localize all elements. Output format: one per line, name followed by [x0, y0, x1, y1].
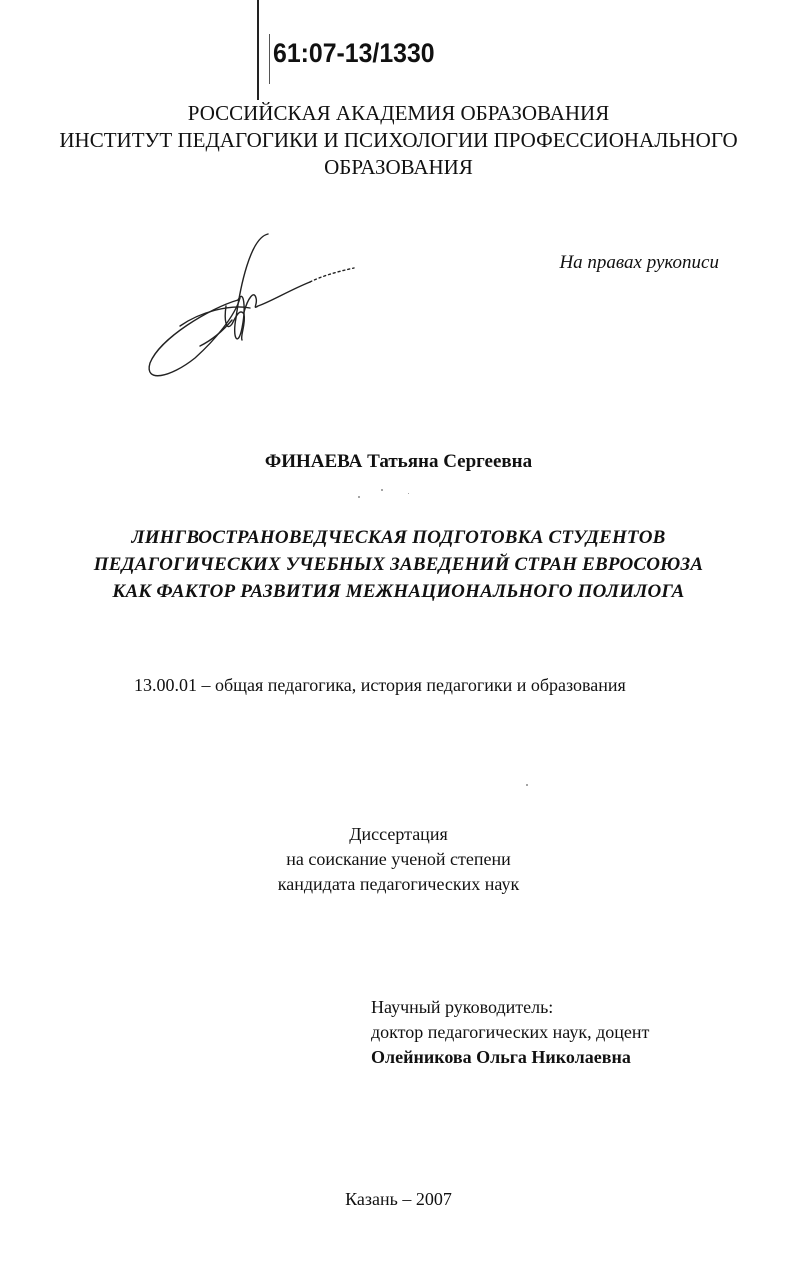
scan-speck: [358, 496, 360, 498]
catalog-code: 61:07-13/1330: [273, 38, 435, 68]
title-line: КАК ФАКТОР РАЗВИТИЯ МЕЖНАЦИОНАЛЬНОГО ПОЛИЛОГА: [112, 581, 685, 602]
degree-line: на соискание ученой степени: [286, 849, 511, 869]
stamp-border-line: [257, 0, 259, 100]
dissertation-title: [0, 524, 797, 605]
scan-speck: [408, 493, 409, 494]
scientific-advisor: [371, 995, 649, 1070]
degree-line: Диссертация: [349, 824, 448, 844]
author-name: ФИНАЕВА Татьяна Сергеевна: [264, 451, 533, 472]
scan-speck: [526, 784, 528, 786]
rights-note: На правах рукописи: [559, 252, 719, 273]
advisor-label: Научный руководитель:: [371, 997, 554, 1017]
organization-line: ОБРАЗОВАНИЯ: [324, 155, 473, 179]
specialty-code: 13.00.01 – общая педагогика, история педагогики и образования: [134, 675, 626, 695]
handwritten-signature: [140, 228, 370, 388]
stamp-inner-line: [269, 34, 270, 84]
library-stamp: [255, 0, 475, 100]
advisor-name: Олейникова Ольга Николаевна: [371, 1047, 631, 1067]
advisor-credentials: доктор педагогических наук, доцент: [371, 1022, 650, 1042]
organization-line: ИНСТИТУТ ПЕДАГОГИКИ И ПСИХОЛОГИИ ПРОФЕССИОНАЛЬНОГО: [59, 128, 738, 152]
degree-line: кандидата педагогических наук: [277, 874, 520, 894]
title-line: ЛИНГВОСТРАНОВЕДЧЕСКАЯ ПОДГОТОВКА СТУДЕНТОВ: [131, 527, 666, 548]
organization-line: РОССИЙСКАЯ АКАДЕМИЯ ОБРАЗОВАНИЯ: [187, 101, 610, 125]
degree-statement: [0, 822, 797, 897]
place-and-year: Казань – 2007: [345, 1189, 452, 1209]
title-line: ПЕДАГОГИЧЕСКИХ УЧЕБНЫХ ЗАВЕДЕНИЙ СТРАН ЕВРОСОЮЗА: [93, 554, 704, 575]
scan-speck: [381, 489, 383, 491]
organization-header: [0, 100, 797, 181]
